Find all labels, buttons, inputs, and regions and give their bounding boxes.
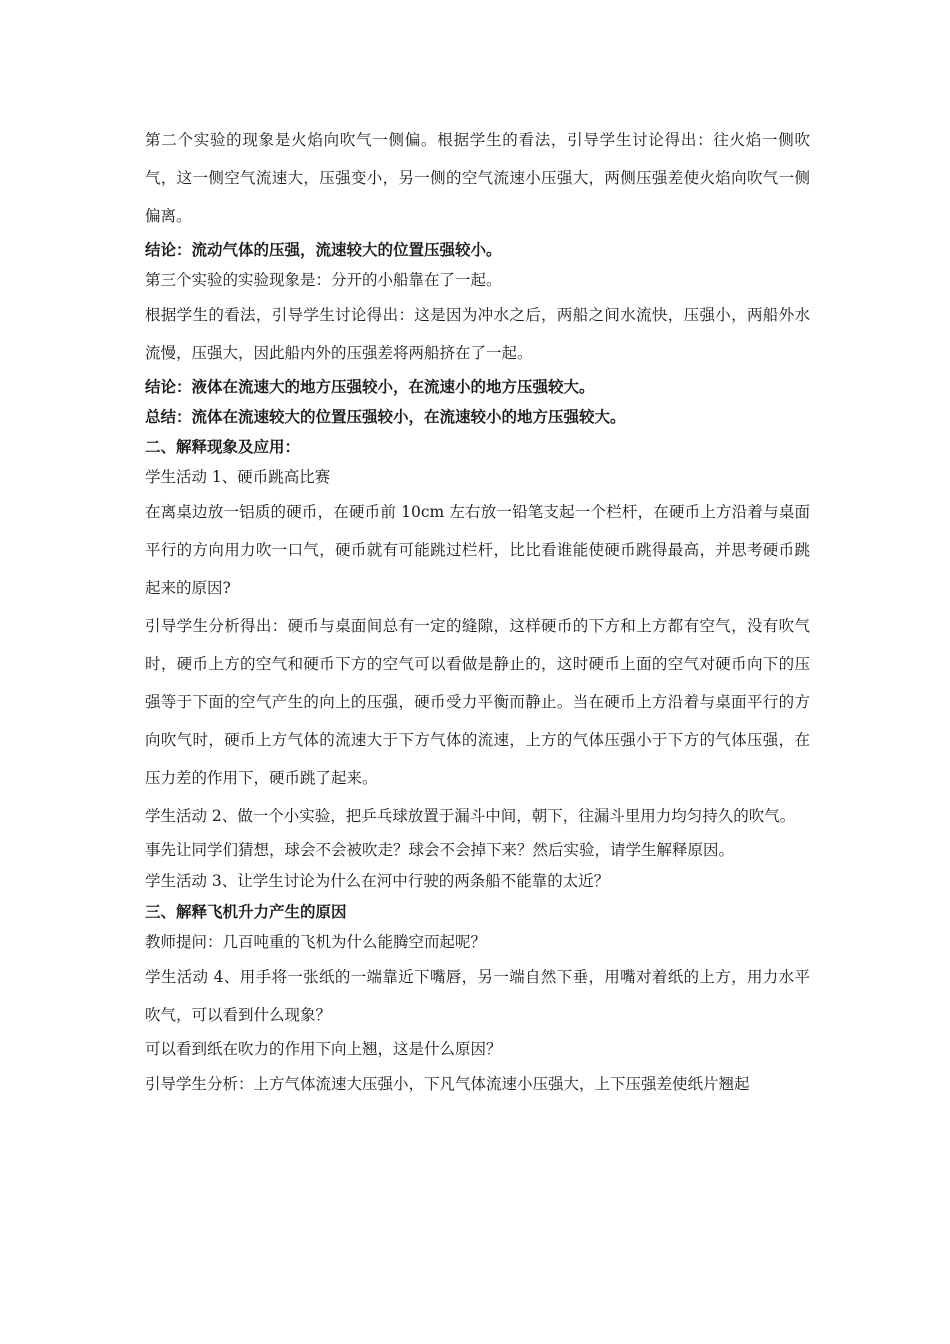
activity-4-description: 学生活动 4、用手将一张纸的一端靠近下嘴唇，另一端自然下垂，用嘴对着纸的上方，用力水平吹气，可以看到什么现象？	[145, 968, 810, 1024]
activity-3-description: 学生活动 3、让学生讨论为什么在河中行驶的两条船不能靠的太近？	[145, 872, 610, 890]
activity-1-analysis: 引导学生分析得出：硬币与桌面间总有一定的缝隙，这样硬币的下方和上方都有空气，没有吹气时，硬币上方的空气和硬币下方的空气可以看做是静止的，这时硬币上面的空气对硬币向下的压强等于下面的空气产生的向上的压强，硬币受力平衡而静止。当在硬币上方沿着与桌面平行的方向吹气时，硬币上方气体的流速大于下方气体的流速，上方的气体压强小于下方的气体压强，在压力差的作用下，硬币跳了起来。	[145, 617, 810, 787]
summary-fluid-pressure: 总结：流体在流速较大的位置压强较小，在流速较小的地方压强较大。	[145, 408, 626, 426]
paragraph-experiment-2-result: 第二个实验的现象是火焰向吹气一侧偏。根据学生的看法，引导学生讨论得出：往火焰一侧吹气，这一侧空气流速大，压强变小，另一侧的空气流速小压强大，两侧压强差使火焰向吹气一侧偏离。	[145, 131, 810, 225]
paragraph-experiment-3-discussion: 根据学生的看法，引导学生讨论得出：这是因为冲水之后，两船之间水流快，压强小，两船外水流慢，压强大，因此船内外的压强差将两船挤在了一起。	[145, 306, 810, 362]
activity-2-description: 学生活动 2、做一个小实验，把乒乓球放置于漏斗中间，朝下，往漏斗里用力均匀持久的吹气。	[145, 807, 796, 825]
activity-1-description: 在离桌边放一铝质的硬币，在硬币前 10cm 左右放一铅笔支起一个栏杆，在硬币上方沿着与桌面平行的方向用力吹一口气，硬币就有可能跳过栏杆，比比看谁能使硬币跳得最高，并思考硬币跳起来的原因?	[145, 503, 810, 597]
section-heading-applications: 二、解释现象及应用：	[145, 438, 301, 456]
section-heading-lift: 三、解释飞机升力产生的原因	[145, 903, 347, 921]
teacher-question: 教师提问：几百吨重的飞机为什么能腾空而起呢？	[145, 933, 487, 951]
conclusion-liquid-pressure: 结论：液体在流速大的地方压强较小，在流速小的地方压强较大。	[145, 378, 595, 396]
activity-4-analysis: 引导学生分析：上方气体流速大压强小，下凡气体流速小压强大，上下压强差使纸片翘起	[145, 1075, 750, 1093]
activity-2-guess: 事先让同学们猜想，球会不会被吹走？球会不会掉下来？然后实验，请学生解释原因。	[145, 841, 735, 859]
activity-1-title: 学生活动 1、硬币跳高比赛	[145, 468, 331, 486]
document-body	[145, 121, 810, 1103]
conclusion-gas-pressure: 结论：流动气体的压强，流速较大的位置压强较小。	[145, 241, 502, 259]
activity-4-observation: 可以看到纸在吹力的作用下向上翘，这是什么原因？	[145, 1040, 502, 1058]
paragraph-experiment-3-phenomenon: 第三个实验的实验现象是：分开的小船靠在了一起。	[145, 271, 502, 289]
